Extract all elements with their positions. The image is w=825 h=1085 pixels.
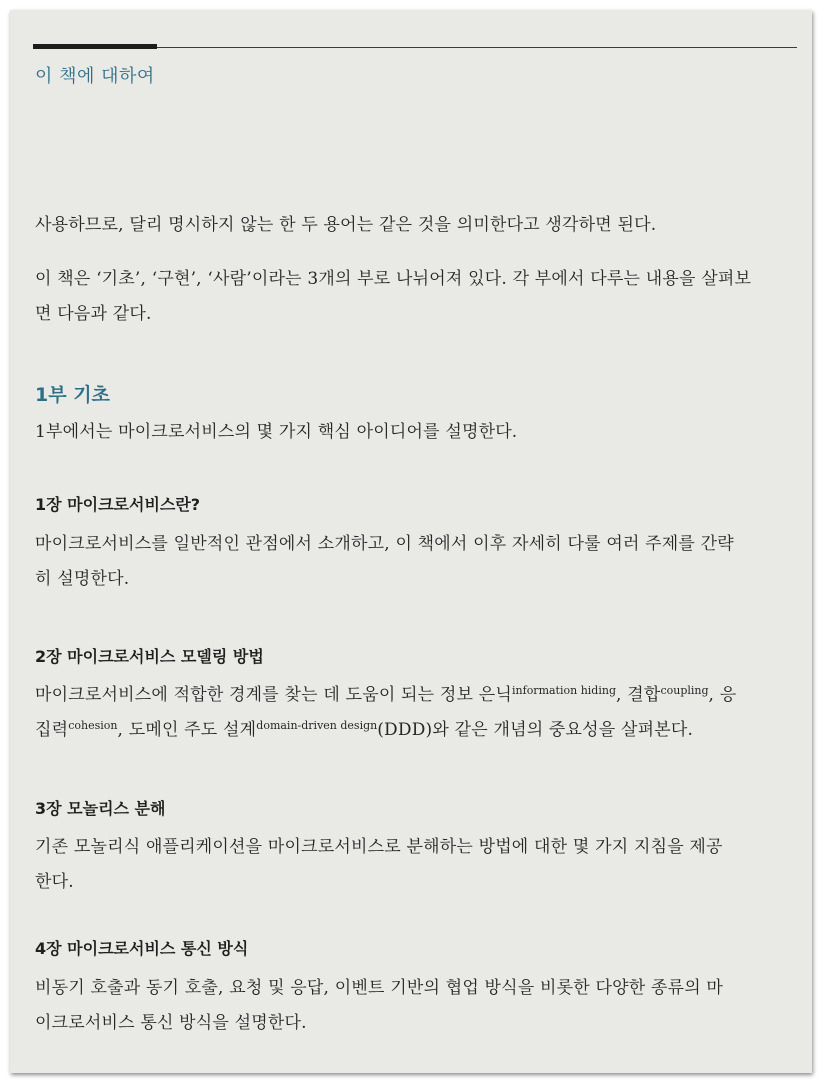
term-domain-driven-design: domain-driven design	[256, 719, 378, 732]
chapter-1-line-1: 마이크로서비스를 일반적인 관점에서 소개하고, 이 책에서 이후 자세히 다룰 여러 주제를 간략	[35, 534, 734, 554]
chapter-3-line-2: 한다.	[35, 872, 74, 892]
term-cohesion: cohesion	[68, 719, 118, 732]
chapter-3-line-1: 기존 모놀리식 애플리케이션을 마이크로서비스로 분해하는 방법에 대한 몇 가지 지침을 제공	[35, 837, 723, 857]
intro-line: 사용하므로, 달리 명시하지 않는 한 두 용어는 같은 것을 의미한다고 생각하면 된다.	[35, 215, 657, 235]
chapter-description-4	[35, 971, 795, 1041]
part-description: 1부에서는 마이크로서비스의 몇 가지 핵심 아이디어를 설명한다.	[35, 422, 518, 442]
chapter-description-3	[35, 830, 795, 900]
chapter-heading-2: 2장 마이크로서비스 모델링 방법	[35, 647, 264, 666]
chapter-2-text-3: , 응	[708, 685, 737, 705]
intro-paragraph-line-1: 이 책은 ‘기초’, ‘구현’, ‘사람’이라는 3개의 부로 나뉘어져 있다. 각 부에서 다루는 내용을 살펴보	[35, 269, 752, 289]
chapter-4-line-1: 비동기 호출과 동기 호출, 요청 및 응답, 이벤트 기반의 협업 방식을 비롯한 다양한 종류의 마	[35, 978, 724, 998]
chapter-2-text-4: 집력	[35, 720, 69, 740]
chapter-heading-3: 3장 모놀리스 분해	[35, 799, 166, 818]
chapter-1-line-2: 히 설명한다.	[35, 569, 130, 589]
part-heading: 1부 기초	[35, 384, 110, 406]
header-rule-accent	[33, 44, 157, 49]
chapter-2-text-2: , 결합	[616, 685, 661, 705]
chapter-2-text-5: , 도메인 주도 설계	[117, 720, 257, 740]
chapter-heading-4: 4장 마이크로서비스 통신 방식	[35, 939, 249, 958]
intro-paragraph-line-2: 면 다음과 같다.	[35, 304, 152, 324]
chapter-2-line-1	[35, 678, 795, 713]
header-rule	[157, 47, 797, 48]
chapter-description-2	[35, 678, 795, 748]
term-coupling: coupling	[660, 684, 709, 697]
chapter-2-text-6: (DDD)와 같은 개념의 중요성을 살펴본다.	[377, 720, 694, 740]
book-page	[10, 10, 812, 1073]
chapter-2-line-2	[35, 713, 795, 748]
running-head: 이 책에 대하여	[35, 66, 155, 87]
chapter-heading-1: 1장 마이크로서비스란?	[35, 495, 201, 514]
chapter-description-1	[35, 527, 795, 597]
term-information-hiding: information hiding	[512, 684, 616, 697]
chapter-2-text-1: 마이크로서비스에 적합한 경계를 찾는 데 도움이 되는 정보 은닉	[35, 685, 513, 705]
chapter-4-line-2: 이크로서비스 통신 방식을 설명한다.	[35, 1013, 307, 1033]
intro-paragraph	[35, 262, 795, 332]
